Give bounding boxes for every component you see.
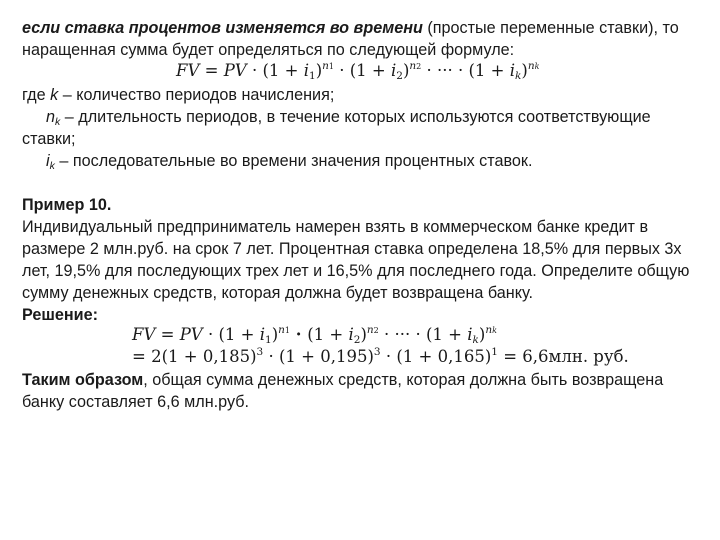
factor-3: (1 + 0,165) bbox=[396, 347, 492, 366]
def-n-sub: k bbox=[55, 116, 61, 128]
n-symbol-2: n bbox=[409, 60, 417, 72]
intro-line-1 bbox=[22, 18, 679, 38]
conclusion-rest: , общая сумма денежных средств, которая должна быть возвращена bbox=[143, 371, 664, 389]
exp-nk bbox=[528, 60, 540, 72]
conclusion-line-1 bbox=[22, 370, 663, 390]
ellipsis: · ··· · bbox=[421, 61, 469, 80]
conclusion-bold: Таким образом bbox=[22, 371, 144, 389]
intro-emphasis: если ставка процентов изменяется во времени bbox=[22, 19, 423, 37]
dot-op: · bbox=[246, 61, 263, 80]
fv-symbol-s: FV bbox=[132, 325, 156, 344]
exp-n2-s bbox=[367, 324, 379, 336]
paren-close-s2: ) bbox=[360, 325, 367, 344]
i-symbol: i bbox=[303, 61, 310, 80]
n-symbol-s: n bbox=[278, 324, 285, 336]
eq-sign-s: = bbox=[155, 325, 180, 344]
def-i-sub: k bbox=[49, 160, 55, 172]
n-symbol-s2: n bbox=[366, 324, 374, 336]
example-line-3: лет, 19,5% для последующих трех лет и 16,5% для последнего года. Определите общую bbox=[22, 262, 690, 280]
paren-open-s3: (1 + bbox=[425, 325, 468, 344]
factor-3-exp: 1 bbox=[491, 346, 498, 358]
example-title bbox=[22, 195, 111, 215]
paren-open-s: (1 + bbox=[218, 325, 260, 344]
paren-close-2: ) bbox=[402, 61, 410, 80]
paren-open-2: (1 + bbox=[349, 61, 391, 80]
paren-open: (1 + bbox=[262, 61, 304, 80]
solution-label bbox=[22, 305, 98, 325]
i-symbol-s3: i bbox=[467, 325, 473, 344]
intro-line-2: наращенная сумма будет определяться по следующей формуле: bbox=[22, 41, 515, 59]
ellipsis-s: · ··· · bbox=[378, 325, 426, 344]
def-k bbox=[22, 85, 334, 105]
exp-nk-s bbox=[485, 324, 497, 336]
i-symbol-s2: i bbox=[348, 325, 354, 344]
k-symbol-2: k bbox=[534, 62, 540, 71]
n-symbol-s3: n bbox=[485, 324, 493, 336]
factor-1-exp: 3 bbox=[256, 346, 264, 358]
pv-symbol: PV bbox=[223, 61, 247, 80]
fv-symbol: FV bbox=[176, 61, 200, 80]
dot-op-s: · bbox=[202, 325, 219, 344]
dot-op-r2: · bbox=[263, 347, 279, 366]
def-n-var: n bbox=[46, 108, 56, 126]
sub-1b-s: 1 bbox=[284, 326, 290, 335]
intro-rest: (простые переменные ставки), то bbox=[422, 19, 679, 37]
sub-1-s: 1 bbox=[265, 334, 272, 346]
example-title-text: Пример 10. bbox=[22, 196, 112, 214]
paren-open-3: (1 + bbox=[468, 61, 510, 80]
def-nk-cont: ставки; bbox=[22, 130, 76, 148]
sub-1: 1 bbox=[309, 70, 316, 82]
pv-symbol-s: PV bbox=[179, 325, 203, 344]
def-ik-text: – последовательные во времени значения процентных ставок. bbox=[54, 152, 533, 170]
k-symbol: k bbox=[515, 70, 522, 82]
k-symbol-s2: k bbox=[492, 326, 497, 335]
exp-n1-s bbox=[278, 324, 290, 336]
example-line-2: размере 2 млн.руб. на срок 7 лет. Процентная ставка определена 18,5% для первых 3х bbox=[22, 240, 682, 258]
paren-close-s3: ) bbox=[478, 325, 486, 344]
i-symbol-s: i bbox=[259, 325, 266, 344]
solution-label-text: Решение: bbox=[22, 306, 99, 324]
sub-2-s: 2 bbox=[353, 334, 361, 346]
k-symbol-s: k bbox=[472, 334, 479, 346]
row2-eq: = 2 bbox=[132, 347, 162, 366]
def-ik bbox=[46, 151, 533, 171]
example-line-1: Индивидуальный предприниматель намерен взять в коммерческом банке кредит в bbox=[22, 218, 649, 236]
def-k-text: – количество периодов начисления; bbox=[58, 86, 335, 104]
sub-2: 2 bbox=[396, 70, 403, 82]
sub-2b: 2 bbox=[416, 62, 422, 71]
formula-general bbox=[176, 61, 539, 81]
def-i-var: i bbox=[46, 152, 50, 170]
i-symbol-2: i bbox=[391, 61, 397, 80]
def-nk-text: – длительность периодов, в течение которых используются соответствующие bbox=[60, 108, 651, 126]
paren-close-s: ) bbox=[271, 325, 279, 344]
exp-n2 bbox=[409, 60, 421, 72]
dot-op-2: · bbox=[334, 61, 350, 80]
result: = 6,6млн. руб. bbox=[497, 347, 629, 366]
solution-formula-row-2 bbox=[132, 347, 629, 367]
eq-sign: = bbox=[199, 61, 224, 80]
def-k-var: k bbox=[50, 86, 59, 104]
paren-open-s2: (1 + bbox=[307, 325, 349, 344]
def-prefix: где bbox=[22, 86, 51, 104]
exp-n1 bbox=[322, 60, 334, 72]
factor-2: (1 + 0,195) bbox=[278, 347, 374, 366]
conclusion-line-2: банку составляет 6,6 млн.руб. bbox=[22, 393, 249, 411]
dot-op-r2b: · bbox=[380, 347, 397, 366]
def-nk bbox=[46, 107, 651, 127]
i-symbol-3: i bbox=[509, 61, 516, 80]
n-symbol: n bbox=[322, 60, 329, 72]
dot-op-s2: · bbox=[290, 325, 308, 344]
sub-1b: 1 bbox=[328, 62, 334, 71]
sub-2b-s: 2 bbox=[373, 326, 379, 335]
paren-close: ) bbox=[315, 61, 323, 80]
factor-2-exp: 3 bbox=[373, 346, 381, 358]
factor-1: (1 + 0,185) bbox=[161, 347, 257, 366]
paren-close-3: ) bbox=[521, 61, 528, 80]
n-symbol-3: n bbox=[527, 60, 535, 72]
example-line-4: сумму денежных средств, которая должна будет возвращена банку. bbox=[22, 284, 533, 302]
solution-formula-row-1 bbox=[132, 325, 497, 345]
